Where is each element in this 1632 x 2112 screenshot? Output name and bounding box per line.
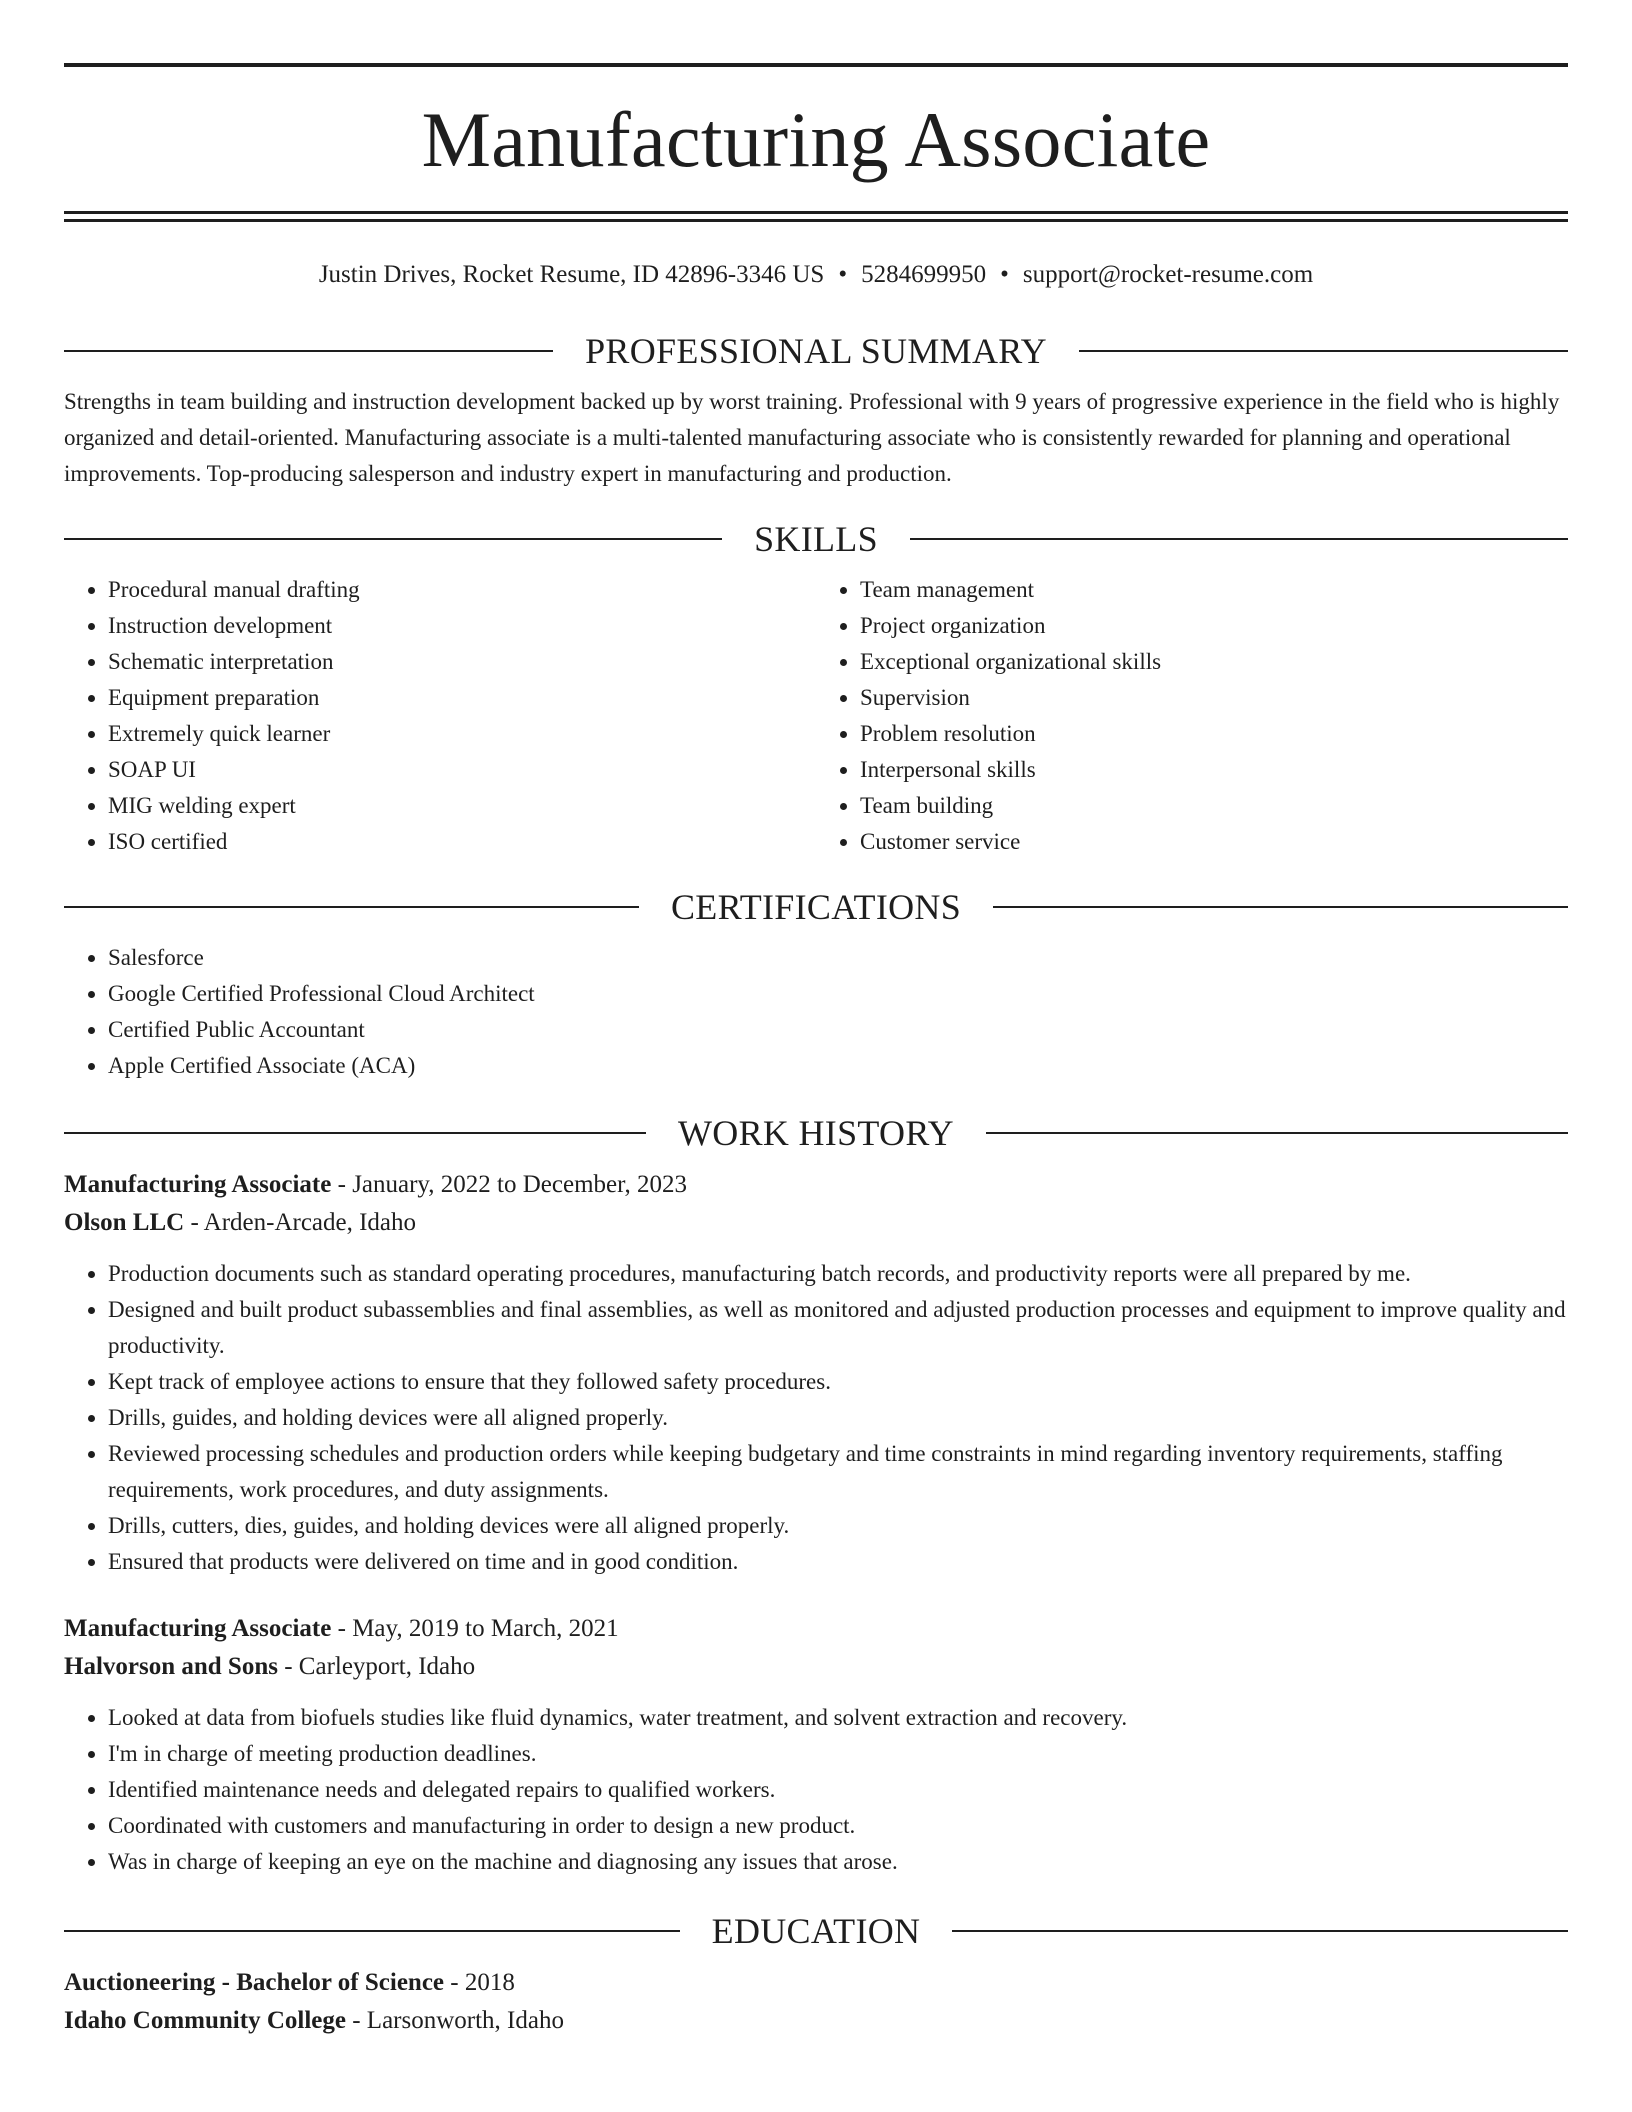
contact-phone: 5284699950 — [861, 261, 987, 288]
skill-item: • Problem resolution — [860, 716, 1568, 752]
section-title: PROFESSIONAL SUMMARY — [585, 331, 1047, 371]
heading-rule — [64, 1930, 680, 1932]
certifications-heading — [64, 886, 1568, 928]
job-bullet: • Looked at data from biofuels studies like fluid dynamics, water treatment, and solvent extraction and recovery. — [108, 1700, 1568, 1736]
heading-rule — [64, 538, 722, 540]
summary-text: Strengths in team building and instruction development backed up by worst training. Professional with 9 years of progressive experience in the field who is highly organized and detail-oriented. Manufacturing associate is a multi-talented manufacturing associate who is consistently rewarded for planning and operational improvements. Top-producing salesperson and industry expert in manufacturing and production. — [64, 389, 1560, 486]
certifications-list — [64, 940, 1568, 1084]
job-bullet: • Kept track of employee actions to ensure that they followed safety procedures. — [108, 1364, 1568, 1400]
job-bullet: • Drills, guides, and holding devices were all aligned properly. — [108, 1400, 1568, 1436]
education-heading — [64, 1910, 1568, 1952]
certification-item: • Certified Public Accountant — [108, 1012, 1568, 1048]
skill-item: • Exceptional organizational skills — [860, 644, 1568, 680]
dash-separator: - — [331, 1171, 353, 1198]
summary-heading — [64, 330, 1568, 372]
double-rule — [64, 211, 1568, 222]
heading-rule — [952, 1930, 1568, 1932]
job-dates: January, 2022 to December, 2023 — [352, 1171, 687, 1198]
dash-separator: - — [277, 1653, 299, 1680]
heading-rule — [993, 906, 1568, 908]
skill-item: • Schematic interpretation — [108, 644, 816, 680]
skill-item: • Interpersonal skills — [860, 752, 1568, 788]
skill-item: • SOAP UI — [108, 752, 816, 788]
job-bullet: • Reviewed processing schedules and production orders while keeping budgetary and time constraints in mind regarding inventory requirements, staffing requirements, work procedures, and duty assignments. — [108, 1436, 1568, 1508]
heading-rule — [64, 350, 553, 352]
job-location: Carleyport, Idaho — [298, 1653, 476, 1680]
job-bullet: • Designed and built product subassemblies and final assemblies, as well as monitored and adjusted production processes and equipment to improve quality and productivity. — [108, 1292, 1568, 1364]
contact-email: support@rocket-resume.com — [1022, 261, 1314, 288]
skills-heading — [64, 518, 1568, 560]
job-bullets — [64, 1256, 1568, 1580]
education-location: Larsonworth, Idaho — [366, 2007, 564, 2034]
education-year: 2018 — [464, 1969, 515, 1996]
skill-item: • Customer service — [860, 824, 1568, 860]
dash-separator: - — [444, 1969, 465, 1996]
job-entry — [64, 1610, 1568, 1880]
contact-separator: • — [838, 261, 848, 288]
skills-column-right — [816, 572, 1568, 860]
job-bullet: • Ensured that products were delivered on time and in good condition. — [108, 1544, 1568, 1580]
skills-column-left — [64, 572, 816, 860]
dash-separator: - — [184, 1209, 204, 1236]
skill-item: • Extremely quick learner — [108, 716, 816, 752]
heading-rule — [64, 906, 639, 908]
job-role-line — [64, 1166, 1568, 1204]
job-role: Manufacturing Associate — [64, 1615, 332, 1642]
skill-item: • Supervision — [860, 680, 1568, 716]
skills-list — [64, 572, 1568, 860]
job-company-line — [64, 1204, 1568, 1242]
section-title: EDUCATION — [711, 1911, 921, 1951]
skill-item: • MIG welding expert — [108, 788, 816, 824]
job-entry — [64, 1166, 1568, 1580]
job-role-line — [64, 1610, 1568, 1648]
job-bullet: • Drills, cutters, dies, guides, and holding devices were all aligned properly. — [108, 1508, 1568, 1544]
heading-rule — [910, 538, 1568, 540]
section-title: SKILLS — [754, 519, 878, 559]
section-title: WORK HISTORY — [678, 1113, 954, 1153]
education-school: Idaho Community College — [64, 2007, 346, 2034]
top-rule — [64, 63, 1568, 67]
job-bullet: • Identified maintenance needs and delegated repairs to qualified workers. — [108, 1772, 1568, 1808]
dash-separator: - — [345, 2007, 367, 2034]
skill-item: • Team building — [860, 788, 1568, 824]
job-role: Manufacturing Associate — [64, 1171, 332, 1198]
contact-separator: • — [1000, 261, 1009, 288]
job-bullets — [64, 1700, 1568, 1880]
certification-item: • Salesforce — [108, 940, 1568, 976]
certification-item: • Apple Certified Associate (ACA) — [108, 1048, 1568, 1084]
resume-name: Manufacturing Associate — [421, 96, 1211, 183]
job-company: Halvorson and Sons — [64, 1653, 278, 1680]
job-company-line — [64, 1648, 1568, 1686]
section-title: CERTIFICATIONS — [670, 887, 962, 927]
contact-address: Justin Drives, Rocket Resume, ID 42896-3346 US — [318, 261, 825, 288]
contact-line — [64, 260, 1568, 290]
job-company: Olson LLC — [64, 1209, 185, 1236]
job-dates: May, 2019 to March, 2021 — [352, 1615, 619, 1642]
heading-rule — [64, 1132, 646, 1134]
dash-separator: - — [331, 1615, 353, 1642]
job-bullet: • Coordinated with customers and manufacturing in order to design a new product. — [108, 1808, 1568, 1844]
education-degree-line — [64, 1964, 1568, 2002]
heading-rule — [1079, 350, 1568, 352]
skill-item: • Equipment preparation — [108, 680, 816, 716]
education-degree: Auctioneering - Bachelor of Science — [64, 1969, 445, 1996]
skill-item: • Instruction development — [108, 608, 816, 644]
skill-item: • Procedural manual drafting — [108, 572, 816, 608]
skill-item: • Project organization — [860, 608, 1568, 644]
education-school-line — [64, 2002, 1568, 2040]
skill-item: • Team management — [860, 572, 1568, 608]
skill-item: • ISO certified — [108, 824, 816, 860]
work-history-heading — [64, 1112, 1568, 1154]
heading-rule — [986, 1132, 1568, 1134]
job-location: Arden-Arcade, Idaho — [203, 1209, 417, 1236]
certification-item: • Google Certified Professional Cloud Architect — [108, 976, 1568, 1012]
education-entry — [64, 1964, 1568, 2040]
job-bullet: • I'm in charge of meeting production deadlines. — [108, 1736, 1568, 1772]
job-bullet: • Was in charge of keeping an eye on the machine and diagnosing any issues that arose. — [108, 1844, 1568, 1880]
job-bullet: • Production documents such as standard operating procedures, manufacturing batch records, and productivity reports were all prepared by me. — [108, 1256, 1568, 1292]
